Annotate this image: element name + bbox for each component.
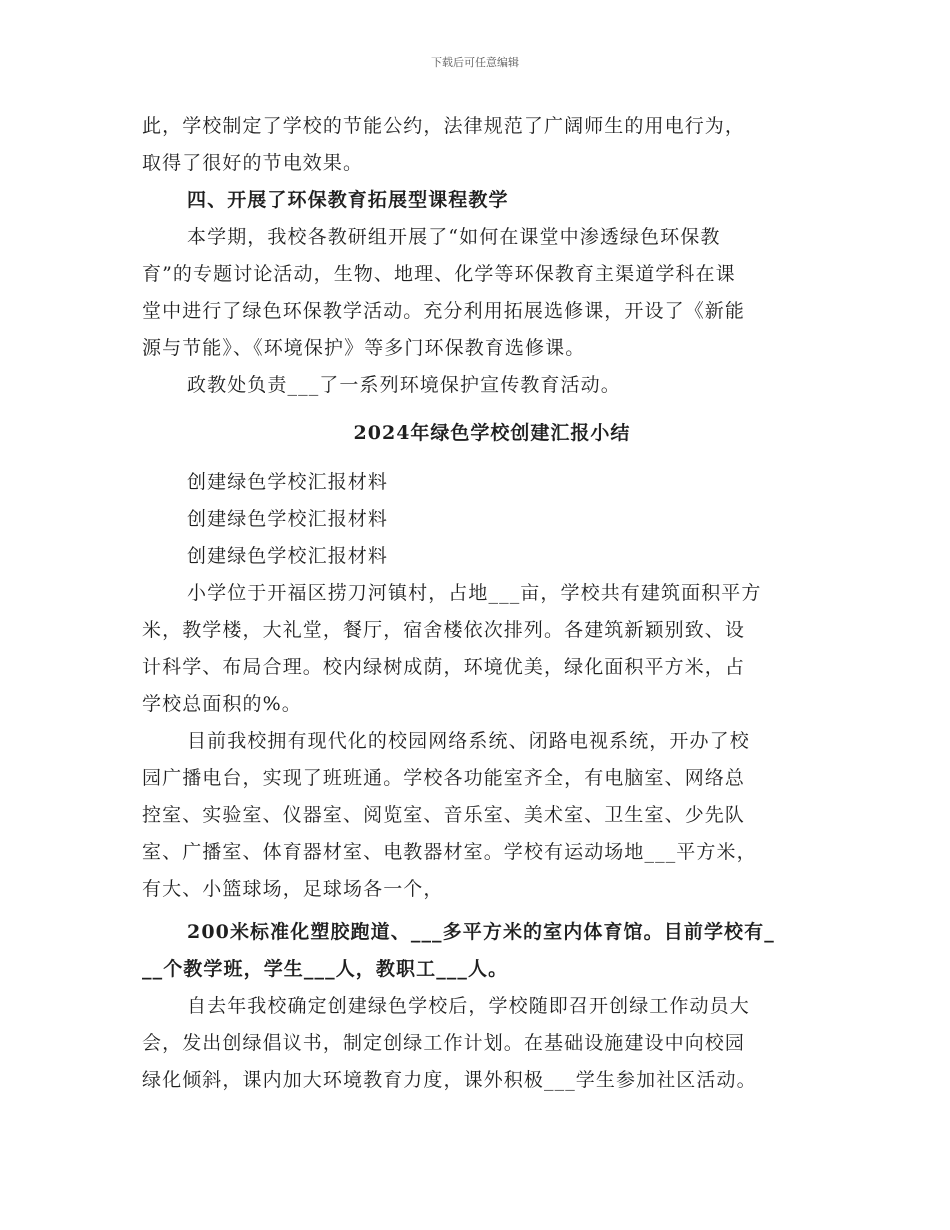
section-heading: 四、开展了环保教育拓展型课程教学 xyxy=(187,189,509,211)
paragraph-line: 学校总面积的%。 xyxy=(142,693,302,715)
paragraph-line: 计科学、布局合理。校内绿树成荫，环境优美，绿化面积平方米，占 xyxy=(142,656,746,678)
paragraph-line: 创建绿色学校汇报材料 xyxy=(187,471,389,493)
paragraph-line: 有大、小篮球场，足球场各一个， xyxy=(142,878,444,900)
paragraph-line: 控室、实验室、仪器室、阅览室、音乐室、美术室、卫生室、少先队 xyxy=(142,804,746,826)
paragraph-line: 小学位于开福区捞刀河镇村，占地___亩，学校共有建筑面积平方 xyxy=(187,582,762,604)
paragraph-line: 米，教学楼，大礼堂，餐厅，宿舍楼依次排列。各建筑新颖别致、设 xyxy=(142,619,746,641)
paragraph-line: 创建绿色学校汇报材料 xyxy=(187,508,389,530)
document-body xyxy=(142,108,812,1099)
paragraph-line: 政教处负责___了一系列环境保护宣传教育活动。 xyxy=(187,374,621,396)
paragraph-line: 育”的专题讨论活动，生物、地理、化学等环保教育主渠道学科在课 xyxy=(142,263,736,285)
paragraph-line: 源与节能》、《环境保护》等多门环保教育选修课。 xyxy=(142,337,586,359)
paragraph-line: 绿化倾斜，课内加大环境教育力度，课外积极___学生参加社区活动。 xyxy=(142,1069,757,1091)
paragraph-line: 堂中进行了绿色环保教学活动。充分利用拓展选修课，开设了《新能 xyxy=(142,300,746,322)
paragraph-line: 此，学校制定了学校的节能公约，法律规范了广阔师生的用电行为， xyxy=(142,115,746,137)
paragraph-line: 室、广播室、体育器材室、电教器材室。学校有运动场地___平方米， xyxy=(142,841,757,863)
paragraph-line: 本学期，我校各教研组开展了“如何在课堂中渗透绿色环保教 xyxy=(187,226,721,248)
page-header: 下载后可任意编辑 xyxy=(431,56,519,69)
paragraph-line-bold: 200米标准化塑胶跑道、___多平方米的室内体育馆。目前学校有_ xyxy=(187,921,775,943)
paragraph-line: 园广播电台，实现了班班通。学校各功能室齐全，有电脑室、网络总 xyxy=(142,767,746,789)
document-title: 2024年绿色学校创建汇报小结 xyxy=(353,422,631,444)
paragraph-line-bold: __个教学班，学生___人，教职工___人。 xyxy=(142,958,509,980)
paragraph-line: 创建绿色学校汇报材料 xyxy=(187,545,389,567)
paragraph-line: 会，发出创绿倡议书，制定创绿工作计划。在基础设施建设中向校园 xyxy=(142,1032,746,1054)
paragraph-line: 目前我校拥有现代化的校园网络系统、闭路电视系统，开办了校 xyxy=(187,730,750,752)
paragraph-line: 取得了很好的节电效果。 xyxy=(142,152,364,174)
paragraph-line: 自去年我校确定创建绿色学校后，学校随即召开创绿工作动员大 xyxy=(187,995,750,1017)
